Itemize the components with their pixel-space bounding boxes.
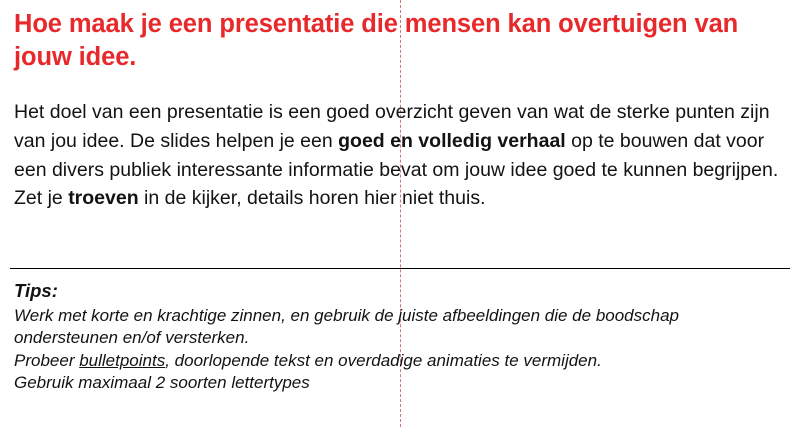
page-title: Hoe maak je een presentatie die mensen kan overtuigen van jouw idee.: [14, 10, 739, 71]
body-bold-2: troeven: [68, 187, 139, 210]
horizontal-divider: [10, 268, 790, 269]
tips-section: [14, 280, 774, 395]
body-bold-1: goed en volledig verhaal: [338, 129, 566, 152]
body-paragraph: [14, 98, 786, 213]
tips-line-2-post: , doorlopende tekst en overdadige animaties te vermijden.: [165, 350, 602, 370]
slide-content: [0, 0, 800, 213]
tips-line-3: Gebruik maximaal 2 soorten lettertypes: [14, 373, 310, 393]
tips-line-2-underlined: bulletpoints: [79, 350, 166, 370]
body-part-1: Het doel van een presentatie is een goed overzicht geven van wat de sterke punten zijn van jou idee. De slides helpen je een: [14, 101, 770, 152]
tips-line-1: Werk met korte en krachtige zinnen, en gebruik de juiste afbeeldingen die de boodschap ondersteunen en/of versterken.: [14, 306, 680, 348]
tips-line-2: [14, 350, 774, 372]
tips-heading: Tips:: [14, 280, 58, 301]
body-part-2: op te bouwen dat voor een divers publiek interessante informatie bevat om jouw idee goed te kunnen begrijpen. Zet je: [14, 129, 779, 210]
tips-line-2-pre: Probeer: [14, 350, 80, 370]
body-part-3: in de kijker, details horen hier niet thuis.: [138, 187, 486, 210]
